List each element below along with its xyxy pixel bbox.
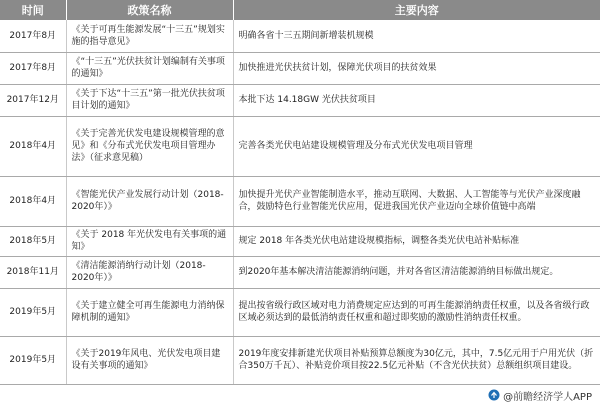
cell-time: 2017年12月 <box>0 84 66 116</box>
cell-policy-name: 《智能光伏产业发展行动计划（2018-2020年）》 <box>66 176 233 226</box>
cell-time: 2018年4月 <box>0 176 66 226</box>
table-row <box>0 176 600 226</box>
cell-main-content: 提出按省级行政区域对电力消费规定应达到的可再生能源消纳责任权重，以及各省级行政区域必须达到的最低消纳责任权重和超过即奖励的激励性消纳责任权重。 <box>233 288 600 336</box>
cell-main-content: 本批下达 14.18GW 光伏扶贫项目 <box>233 84 600 116</box>
source-label: @前瞻经济学人APP <box>503 391 592 403</box>
table-row <box>0 288 600 336</box>
cell-time: 2018年4月 <box>0 116 66 176</box>
cell-time: 2017年8月 <box>0 20 66 52</box>
table-row <box>0 52 600 84</box>
cell-policy-name: 《关于 2018 年光伏发电有关事项的通知》 <box>66 226 233 256</box>
cell-policy-name: 《关于完善光伏发电建设规模管理的意见》和《分布式光伏发电项目管理办法》（征求意见稿） <box>66 116 233 176</box>
cell-main-content: 明确各省十三五期间新增装机规模 <box>233 20 600 52</box>
cell-time: 2018年11月 <box>0 256 66 288</box>
cell-policy-name: 《关于可再生能源发展“十三五”规划实施的指导意见》 <box>66 20 233 52</box>
cell-policy-name: 《“十三五”光伏扶贫计划编制有关事项的通知》 <box>66 52 233 84</box>
cell-main-content: 到2020年基本解决清洁能源消纳问题，并对各省区清洁能源消纳目标做出规定。 <box>233 256 600 288</box>
cell-time: 2017年8月 <box>0 52 66 84</box>
cell-policy-name: 《关于2019年风电、光伏发电项目建设有关事项的通知》 <box>66 336 233 384</box>
cell-main-content: 加快推进光伏扶贫计划，保障光伏项目的扶贫效果 <box>233 52 600 84</box>
table-row <box>0 116 600 176</box>
table-row <box>0 336 600 384</box>
table-row <box>0 256 600 288</box>
table-row <box>0 226 600 256</box>
source-credit <box>488 387 592 403</box>
header-time: 时间 <box>0 0 66 20</box>
cell-time: 2019年5月 <box>0 336 66 384</box>
cell-main-content: 规定 2018 年各类光伏电站建设规模指标，调整各类光伏电站补贴标准 <box>233 226 600 256</box>
header-row <box>0 0 600 20</box>
table-row <box>0 20 600 52</box>
header-policy-name: 政策名称 <box>66 0 233 20</box>
cell-main-content: 2019年度安排新建光伏项目补贴预算总额度为30亿元，其中，7.5亿元用于户用光伏（折合350万千瓦）、补贴竞价项目按22.5亿元补贴（不含光伏扶贫）总额组织项目建设。 <box>233 336 600 384</box>
cell-main-content: 完善各类光伏电站建设规模管理及分布式光伏发电项目管理 <box>233 116 600 176</box>
header-main-content: 主要内容 <box>233 0 600 20</box>
cell-main-content: 加快提升光伏产业智能制造水平，推动互联网、大数据、人工智能等与光伏产业深度融合，鼓励特色行业智能光伏应用，促进我国光伏产业迈向全球价值链中高端 <box>233 176 600 226</box>
cell-policy-name: 《关于建立健全可再生能源电力消纳保障机制的通知》 <box>66 288 233 336</box>
cell-time: 2018年5月 <box>0 226 66 256</box>
cell-time: 2019年5月 <box>0 288 66 336</box>
qianzhan-logo-icon <box>488 389 500 401</box>
cell-policy-name: 《关于下达“十三五”第一批光伏扶贫项目计划的通知》 <box>66 84 233 116</box>
table-row <box>0 84 600 116</box>
cell-policy-name: 《清洁能源消纳行动计划（2018-2020年）》 <box>66 256 233 288</box>
